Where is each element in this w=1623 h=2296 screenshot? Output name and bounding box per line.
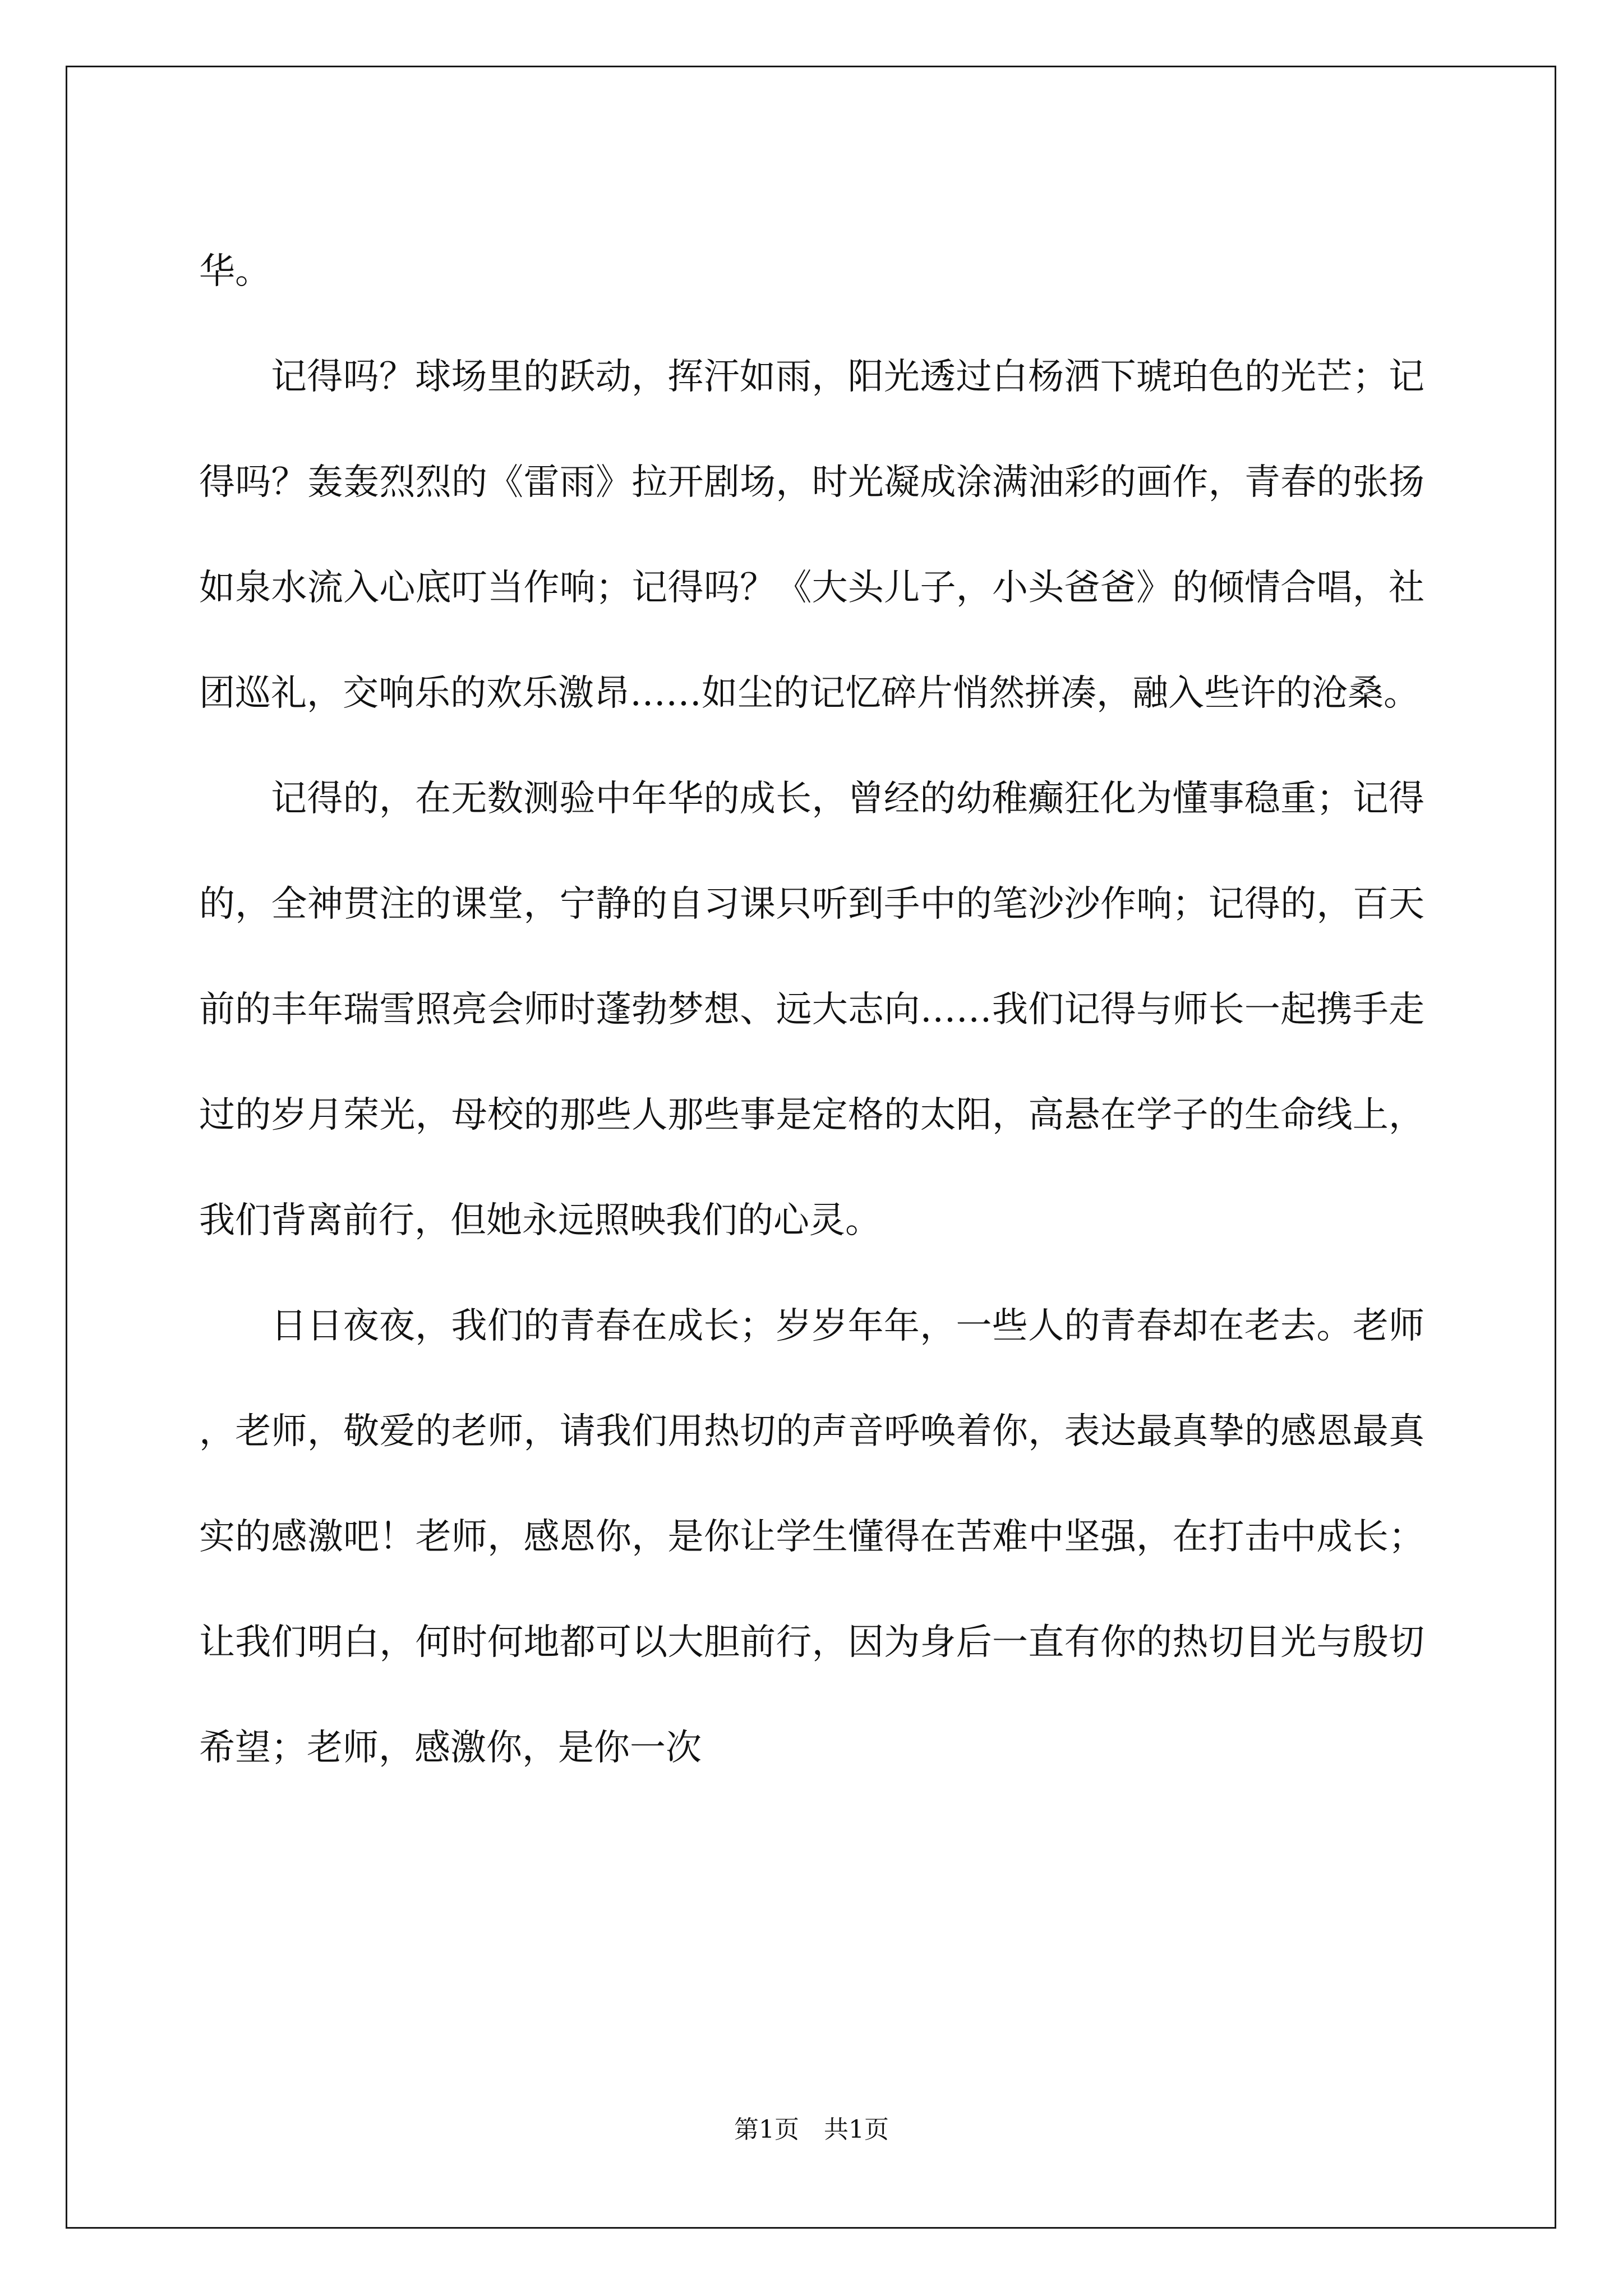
page-number-total: 共1页 [824,2115,889,2144]
paragraph-3: 记得的，在无数测验中年华的成长，曾经的幼稚癫狂化为懂事稳重；记得的，全神贯注的课堂，宁静的自习课只听到手中的笔沙沙作响；记得的，百天前的丰年瑞雪照亮会师时蓬勃梦想、远大志向……我们记得与师长一起携手走过的岁月荣光，母校的那些人那些事是定格的太阳，高悬在学子的生命线上，我们背离前行，但她永远照映我们的心灵。 [199,778,1424,1241]
paragraph-1: 华。 [199,251,271,292]
paragraph-4: 日日夜夜，我们的青春在成长；岁岁年年，一些人的青春却在老去。老师，老师，敬爱的老师，请我们用热切的声音呼唤着你，表达最真挚的感恩最真实的感激吧！老师，感恩你，是你让学生懂得在苦难中坚强，在打击中成长；让我们明白，何时何地都可以大胆前行，因为身后一直有你的热切目光与殷切希望；老师，感激你，是你一次 [199,1305,1424,1769]
page-footer [0,2109,1623,2145]
document-body [199,219,1424,1801]
page-number-current: 第1页 [734,2115,799,2144]
paragraph-2: 记得吗？球场里的跃动，挥汗如雨，阳光透过白杨洒下琥珀色的光芒；记得吗？轰轰烈烈的《雷雨》拉开剧场，时光凝成涂满油彩的画作，青春的张扬如泉水流入心底叮当作响；记得吗？《大头儿子，小头爸爸》的倾情合唱，社团巡礼，交响乐的欢乐激昂……如尘的记忆碎片悄然拼凑，融入些许的沧桑。 [199,356,1424,714]
